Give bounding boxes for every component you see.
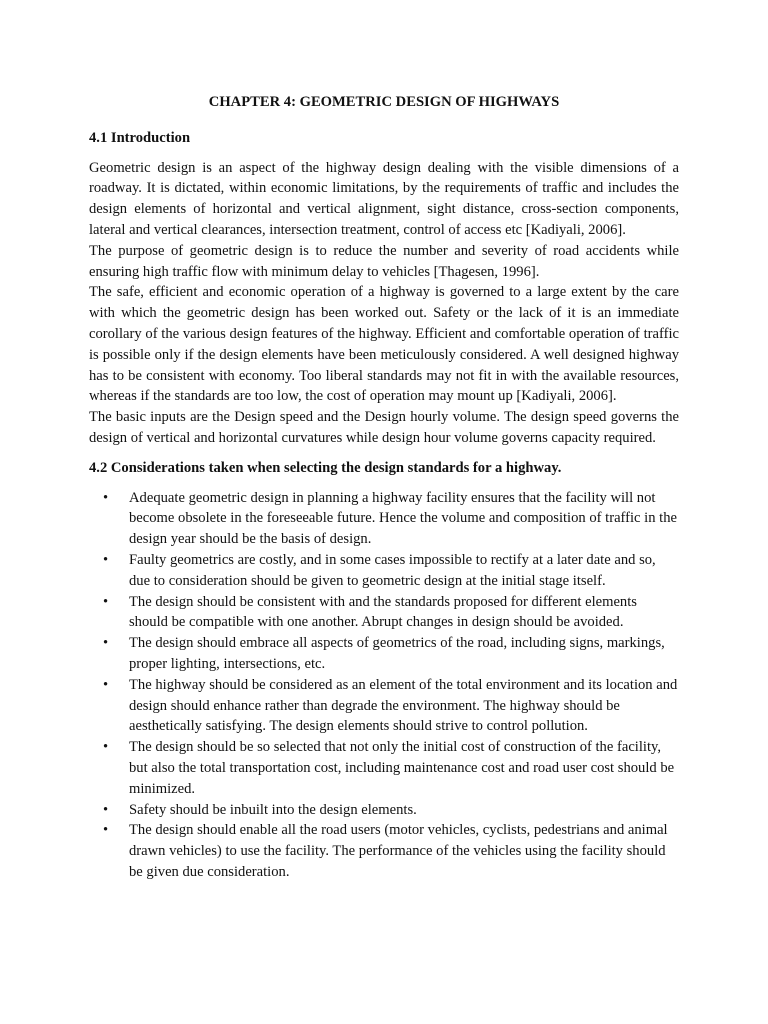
list-item: • The design should be consistent with and the standards proposed for different elements should be compatible with one another. Abrupt changes in design should be avoided. <box>89 592 679 634</box>
section-heading-introduction: 4.1 Introduction <box>89 129 191 146</box>
intro-paragraph-2: The purpose of geometric design is to reduce the number and severity of road accidents while ensuring high traffic flow with minimum delay to vehicles [Thagesen, 1996]. <box>89 242 679 280</box>
chapter-title: CHAPTER 4: GEOMETRIC DESIGN OF HIGHWAYS <box>208 94 560 110</box>
section-heading-considerations: 4.2 Considerations taken when selecting the design standards for a highway. <box>89 459 562 476</box>
list-item: • Adequate geometric design in planning a highway facility ensures that the facility will not become obsolete in the foreseeable future. Hence the volume and composition of traffic in the design year should be the basis of design. <box>89 488 679 550</box>
list-item: • The design should be so selected that not only the initial cost of construction of the facility, but also the total transportation cost, including maintenance cost and road user cost should be minimized. <box>89 737 679 799</box>
intro-paragraph-4: The basic inputs are the Design speed and the Design hourly volume. The design speed governs the design of vertical and horizontal curvatures while design hour volume governs capacity required. <box>89 409 679 446</box>
intro-paragraph-1: Geometric design is an aspect of the highway design dealing with the visible dimensions of a roadway. It is dictated, within economic limitations, by the requirements of traffic and includes the design elements of horizontal and vertical alignment, sight distance, cross-section components, lateral and vertical clearances, intersection treatment, control of access etc [Kadiyali, 2006]. <box>89 159 679 238</box>
list-item: • The design should embrace all aspects of geometrics of the road, including signs, markings, proper lighting, intersections, etc. <box>89 633 679 675</box>
list-item: • The design should enable all the road users (motor vehicles, cyclists, pedestrians and animal drawn vehicles) to use the facility. The performance of the vehicles using the facility should be given due consideration. <box>89 820 679 882</box>
intro-paragraph-3: The safe, efficient and economic operation of a highway is governed to a large extent by the care with which the geometric design has been worked out. Safety or the lack of it is an immediate corollary of the various design features of the highway. Efficient and comfortable operation of traffic is possible only if the design elements have been meticulously considered. A well designed highway has to be consistent with economy. Too liberal standards may not fit in with the available resources, whereas if the standards are too low, the cost of operation may mount up [Kadiyali, 2006]. <box>89 284 679 405</box>
list-item: • The highway should be considered as an element of the total environment and its location and design should enhance rather than degrade the environment. The highway should be aesthetically satisfying. The design elements should strive to control pollution. <box>89 675 679 737</box>
list-item: • Faulty geometrics are costly, and in some cases impossible to rectify at a later date and so, due to consideration should be given to geometric design at the initial stage itself. <box>89 550 679 592</box>
list-item: • Safety should be inbuilt into the design elements. <box>89 800 679 821</box>
page-content <box>89 92 679 883</box>
considerations-list <box>89 488 679 883</box>
